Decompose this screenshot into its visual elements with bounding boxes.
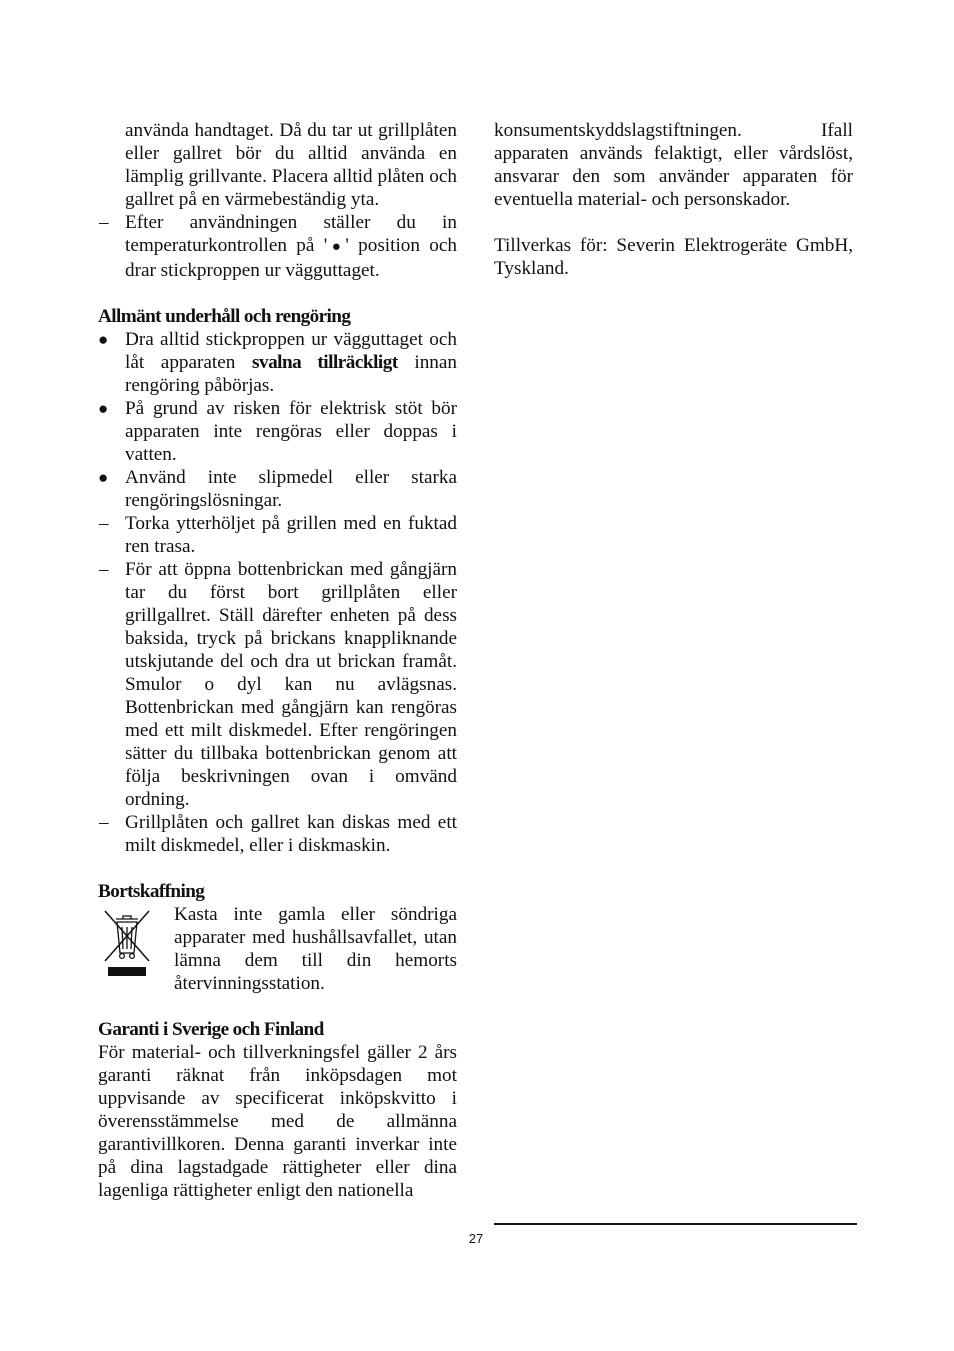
item-bold-text: svalna tillräckligt (252, 352, 398, 373)
dash-marker: – (99, 812, 109, 833)
dash-marker: – (99, 212, 109, 233)
disposal-text: Kasta inte gamla eller söndriga apparater med hushållsavfallet, utan lämna dem till din hemorts återvinningsstation. (174, 904, 457, 994)
item-text: Torka ytterhöljet på grillen med en fuktad ren trasa. (125, 513, 457, 557)
section-heading-disposal: Bortskaffning (98, 881, 205, 902)
spacer (98, 857, 457, 880)
list-item-wipe-housing (98, 512, 457, 558)
dash-marker: – (99, 559, 109, 580)
item-text: Använd inte slipmedel eller starka rengöringslösningar. (125, 467, 457, 511)
dot-symbol: ● (327, 239, 346, 255)
item-text: Efter användningen ställer du in temperaturkontrollen på ' (125, 212, 457, 256)
bullet-marker: ● (98, 330, 109, 349)
item-text: Dra alltid stickproppen ur vägguttaget och låt apparaten (125, 329, 457, 373)
spacer (494, 211, 853, 234)
list-item-dishwasher (98, 811, 457, 857)
page-number: 27 (468, 1231, 484, 1246)
warranty-text: För material- och tillverkningsfel gäller 2 års garanti räknat från inköpsdagen mot uppvisande av specificerat inköpskvitto i överensstämmelse med de allmänna garantivillkoren. Denna garanti inverkar inte på dina lagstadgade rättigheter eller dina lagenliga rättigheter enligt den nationella (98, 1042, 457, 1201)
list-item-after-use (98, 211, 457, 282)
bullet-marker: ● (98, 399, 109, 418)
spacer (98, 995, 457, 1018)
spacer (98, 282, 457, 305)
right-column (494, 119, 853, 280)
item-text: Grillplåten och gallret kan diskas med ett milt diskmedel, eller i diskmaskin. (125, 812, 457, 856)
item-text: ' position och drar stickproppen ur vägguttaget. (125, 235, 458, 281)
weee-crossed-bin-icon (102, 905, 152, 977)
disposal-block (98, 903, 457, 995)
list-item-bottom-tray (98, 558, 457, 811)
dash-marker: – (99, 513, 109, 534)
item-text: För att öppna bottenbrickan med gångjärn tar du först bort grillplåten eller grillgallret. Ställ därefter enheten på dess baksida, tryck på brickans knappliknande utskjutande del och dra ut brickan framåt. Smulor o dyl kan nu avlägsnas. Bottenbrickan med gångjärn kan rengöras med ett milt diskmedel. Efter rengöringen sätter du tillbaka bottenbrickan genom att följa beskrivningen ovan i omvänd ordning. (125, 559, 457, 810)
list-item-unplug (98, 328, 457, 397)
warranty-continuation: konsumentskyddslagstiftningen. Ifall apparaten används felaktigt, eller vårdslöst, ansvarar den som använder apparaten för eventuella material- och personskador. (494, 120, 853, 210)
list-item-electric-shock (98, 397, 457, 466)
item-text: På grund av risken för elektrisk stöt bör apparaten inte rengöras eller doppas i vatten. (125, 398, 457, 465)
footer-rule (494, 1223, 857, 1225)
bullet-marker: ● (98, 468, 109, 487)
intro-continuation: använda handtaget. Då du tar ut grillplåten eller gallret bör du alltid använda en lämplig grillvante. Placera alltid plåten och gallret på en värmebeständig yta. (125, 120, 457, 210)
manufacturer-text: Tillverkas för: Severin Elektrogeräte GmbH, Tyskland. (494, 235, 853, 279)
list-item-abrasives (98, 466, 457, 512)
section-heading-maintenance: Allmänt underhåll och rengöring (98, 306, 351, 327)
item-text: innan rengöring påbörjas. (125, 352, 457, 396)
section-heading-warranty: Garanti i Sverige och Finland (98, 1019, 324, 1040)
left-column (98, 119, 457, 1202)
